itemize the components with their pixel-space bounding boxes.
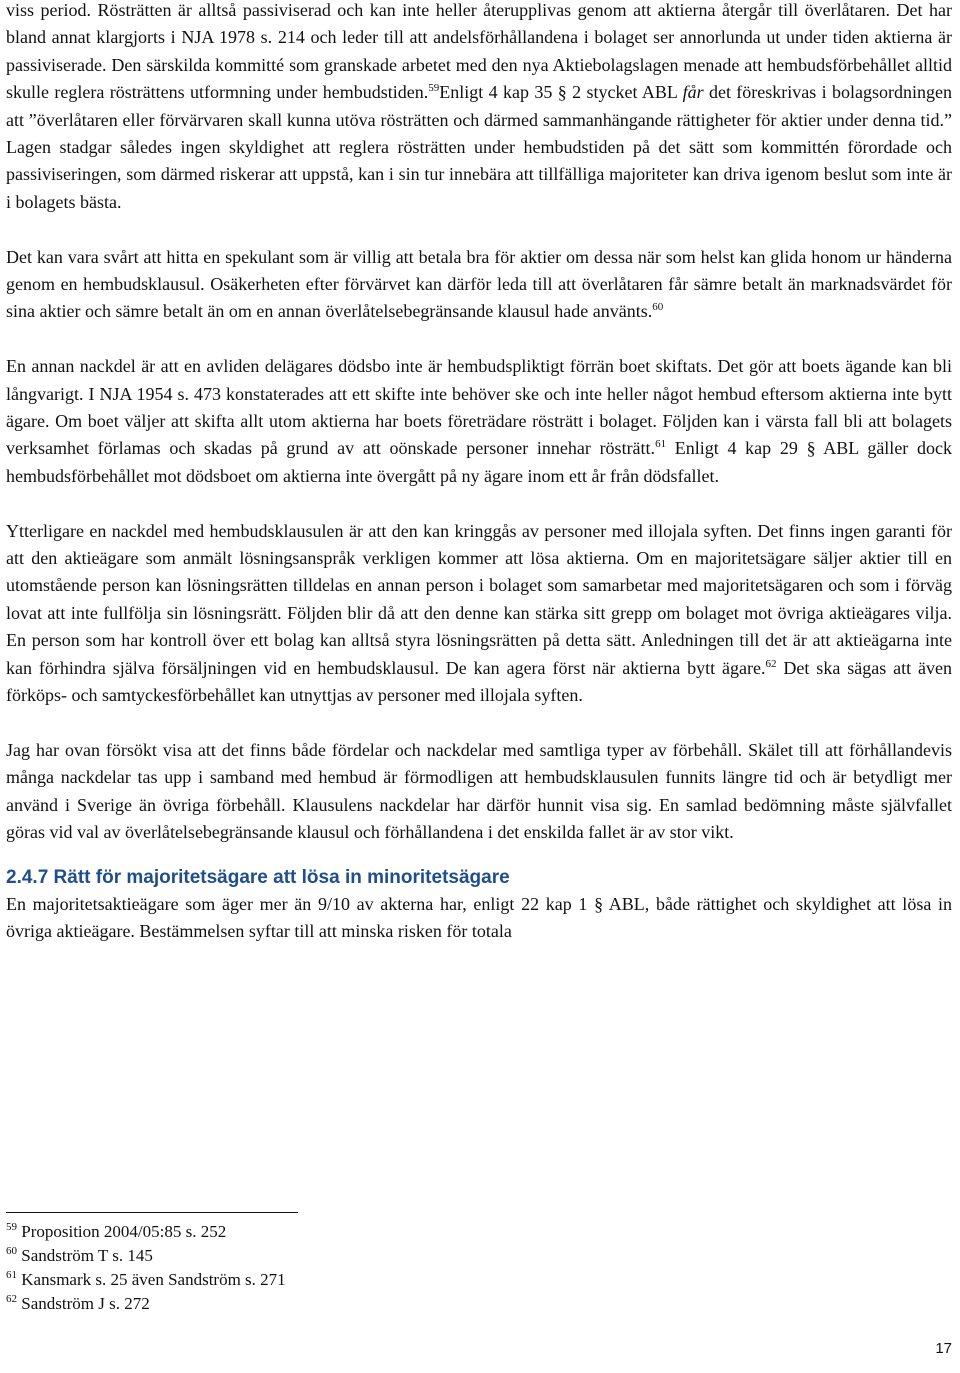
footnote-62	[6, 1292, 606, 1316]
footnotes	[6, 1220, 606, 1316]
footnote-number: 61	[6, 1269, 17, 1281]
footnote-number: 59	[6, 1221, 17, 1233]
paragraph-text: det föreskrivas i bolagsordningen att ”överlåtaren eller förvärvaren skall kunna utöva rösträtten och därmed sammanhängande rättigheter för aktier under denna tid.” Lagen stadgar således ingen skyldighet att reglera rösträtten under hembudstiden på det sätt som kommittén förordade och passiviseringen, som därmed riskerar att uppstå, kan i sin tur innebära att tillfälliga majoriteter kan driva igenom beslut som inte är i bolagets bästa.	[6, 82, 953, 212]
paragraph-text: En majoritetsaktieägare som äger mer än 9/10 av akterna har, enligt 22 kap 1 § ABL, både rättighet och skyldighet att lösa in övriga aktieägare. Bestämmelsen syftar till att minska risken för totala	[6, 893, 952, 941]
paragraph-text: Det kan vara svårt att hitta en spekulant som är villig att betala bra för aktier om dessa när som helst kan glida honom ur händerna genom en hembudsklausul. Osäkerheten efter förvärvet kan därför leda till att överlåtaren får sämre betalt än marknadsvärdet för sina aktier och sämre betalt än om en annan överlåtelsebegränsande klausul hade använts.	[6, 246, 952, 322]
paragraph-text: Det ska sägas att även förköps- och samtyckesförbehållet kan utnyttjas av personer med illojala syften.	[6, 657, 952, 706]
body-text	[6, 0, 952, 945]
paragraph-3	[6, 353, 952, 490]
paragraph-text: En annan nackdel är att en avliden delägares dödsbo inte är hembudspliktigt förrän boet skiftats. Det gör att boets ägande kan bli långvarigt. I NJA 1954 s. 473 konstaterades att ett skifte inte behöver ske och inte heller något hembud eftersom aktierna inte bytt ägare. Om boet väljer att skifta allt utom aktierna har boets företrädare rösträtt i bolaget. Följden kan i värsta fall bli att bolagets verksamhet förlamas och skadas på grund av att oönskade personer innehar rösträtt.	[6, 356, 952, 459]
footnote-ref-61[interactable]: 61	[655, 438, 667, 451]
paragraph-text: viss period. Rösträtten är alltså passiviserad och kan inte heller återupplivas genom att aktierna återgår till överlåtaren. Det har bland annat klargjorts i NJA 1978 s. 214 och leder till att andelsförhållandena i bolaget ser annorlunda ut under tiden aktierna är passiviserade. Den särskilda kommitté som granskade arbetet med den nya Aktiebolagslagen menade att hembudsförbehållet alltid skulle reglera rösträttens utformning under hembudstiden.	[6, 0, 952, 103]
paragraph-text: Enligt 4 kap 29 § ABL gäller dock hembudsförbehållet mot dödsboet om aktierna inte övergått på ny ägare inom ett år från dödsfallet.	[6, 438, 952, 486]
emphasis-text: får	[682, 82, 704, 103]
page-number: 17	[935, 1340, 952, 1357]
paragraph-text: Ytterligare en nackdel med hembudsklausulen är att den kan kringgås av personer med illojala syften. Det finns ingen garanti för att den aktieägare som anmält lösningsanspråk verkligen kommer att lösa aktierna. Om en majoritetsägare säljer aktier till en utomstående person kan lösningsrätten tilldelas en annan person i bolaget som samarbetar med majoritetsägaren och som i förväg lovat att inte fullfölja sin lösningsrätt. Följden blir då att den denne kan stärka sitt grepp om bolaget mot övriga aktieägares vilja. En person som har kontroll över ett bolag kan alltså styra lösningsrätten på detta sätt. Anledningen till det är att aktieägarna inte kan förhindra själva försäljningen vid en hembudsklausul. De kan agera först när aktierna bytt ägare.	[6, 520, 952, 678]
footnote-ref-60[interactable]: 60	[652, 301, 664, 314]
footnote-text: Sandström T s. 145	[17, 1246, 153, 1265]
paragraph-5	[6, 737, 952, 847]
footnote-ref-62[interactable]: 62	[765, 657, 777, 670]
section-heading: 2.4.7 Rätt för majoritetsägare att lösa in minoritetsägare	[6, 866, 510, 888]
footnote-text: Proposition 2004/05:85 s. 252	[17, 1222, 227, 1241]
paragraph-text: Enligt 4 kap 35 § 2 stycket ABL	[439, 82, 683, 103]
footnote-ref-59[interactable]: 59	[428, 82, 440, 95]
footnote-text: Sandström J s. 272	[17, 1294, 150, 1313]
footnote-number: 60	[6, 1245, 17, 1257]
footnote-61	[6, 1268, 606, 1292]
paragraph-1	[6, 0, 952, 216]
paragraph-text: Jag har ovan försökt visa att det finns både fördelar och nackdelar med samtliga typer av förbehåll. Skälet till att förhållandevis många nackdelar tas upp i samband med hembud är förmodligen att hembudsklausulen funnits längre tid och är betydligt mer använd i Sverige än övriga förbehåll. Klausulens nackdelar har därför hunnit visa sig. En samlad bedömning måste självfallet göras vid val av överlåtelsebegränsande klausul och förhållandena i det enskilda fallet är av stor vikt.	[6, 739, 952, 843]
paragraph-2	[6, 244, 952, 326]
paragraph-4	[6, 518, 952, 710]
footnote-number: 62	[6, 1293, 17, 1305]
footnote-separator	[6, 1212, 298, 1213]
footnote-59	[6, 1220, 606, 1244]
footnote-60	[6, 1244, 606, 1268]
paragraph-6	[6, 891, 952, 946]
footnote-text: Kansmark s. 25 även Sandström s. 271	[17, 1270, 286, 1289]
